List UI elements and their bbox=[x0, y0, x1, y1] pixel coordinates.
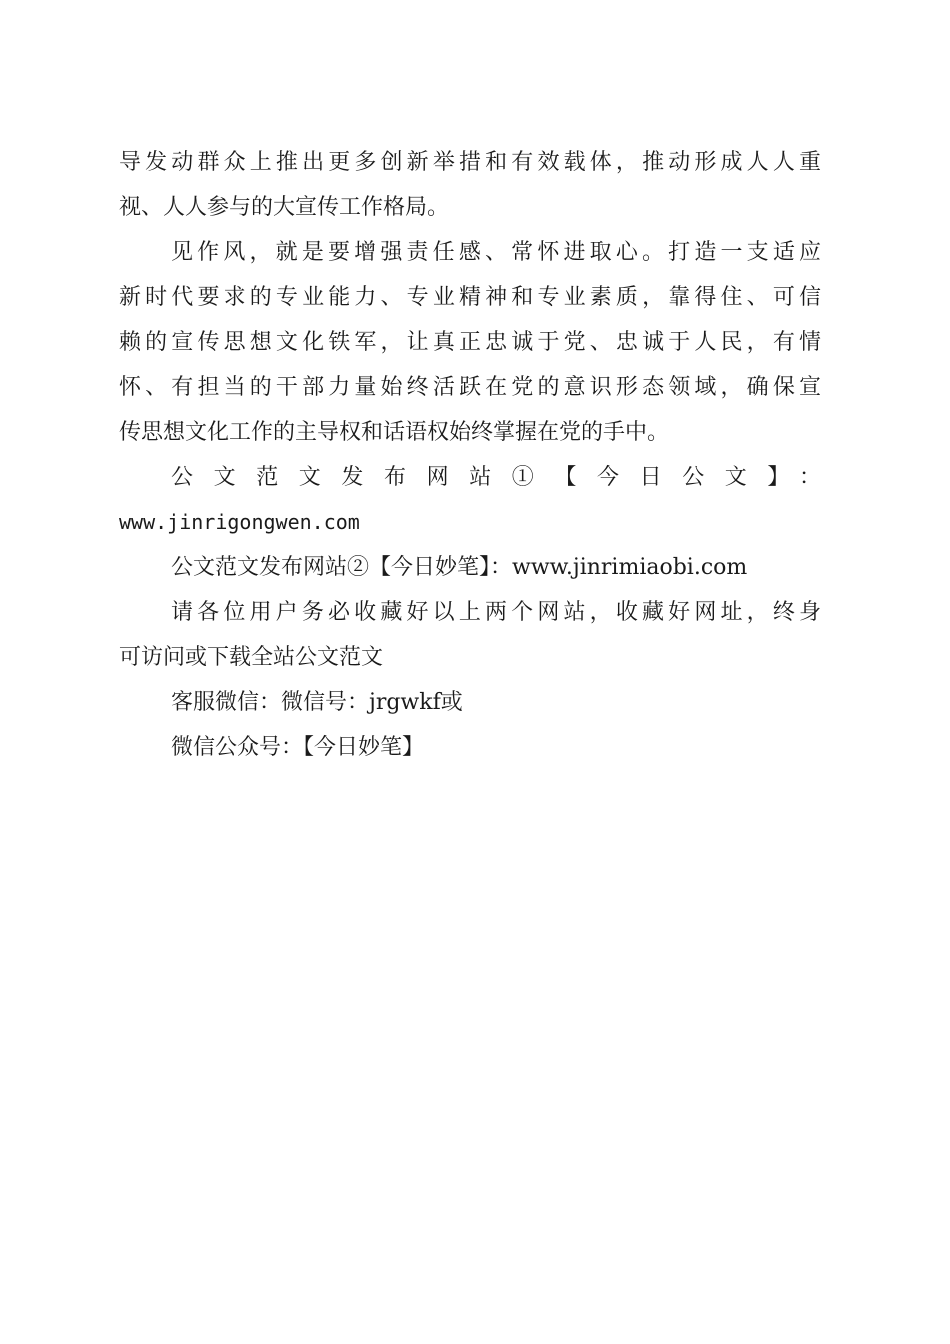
site-two-line: 公文范文发布网站②【今日妙笔】：www.jinrimiaobi.com bbox=[171, 555, 748, 580]
paragraph-line: 赖的宣传思想文化铁军，让真正忠诚于党、忠诚于人民，有情 bbox=[119, 330, 821, 355]
paragraph-line: 新时代要求的专业能力、专业精神和专业素质，靠得住、可信 bbox=[119, 285, 821, 310]
customer-service-line: 客服微信：微信号：jrgwkf或 bbox=[171, 690, 463, 715]
paragraph-line: 视、人人参与的大宣传工作格局。 bbox=[119, 195, 450, 220]
paragraph-line: 怀、有担当的干部力量始终活跃在党的意识形态领域，确保宣 bbox=[119, 375, 821, 400]
paragraph-line: 导发动群众上推出更多创新举措和有效载体，推动形成人人重 bbox=[119, 150, 821, 175]
bookmark-notice-line: 可访问或下载全站公文范文 bbox=[119, 645, 384, 670]
document-body bbox=[119, 140, 821, 770]
paragraph-line: 见作风，就是要增强责任感、常怀进取心。打造一支适应 bbox=[171, 240, 821, 265]
site-one-label: 公文范文发布网站①【今日公文】： bbox=[171, 465, 821, 490]
bookmark-notice-line: 请各位用户务必收藏好以上两个网站，收藏好网址，终身 bbox=[171, 600, 821, 625]
site-one-url: www.jinrigongwen.com bbox=[119, 510, 360, 534]
wechat-account-line: 微信公众号：【今日妙笔】 bbox=[171, 735, 425, 760]
paragraph-line: 传思想文化工作的主导权和话语权始终掌握在党的手中。 bbox=[119, 420, 670, 445]
